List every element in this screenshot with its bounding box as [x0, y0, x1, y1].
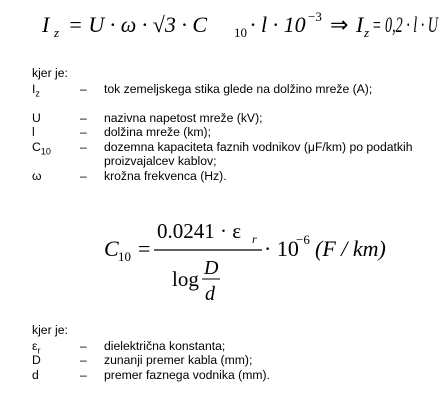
- eq1-lhs: I: [42, 12, 50, 37]
- dash: –: [80, 168, 87, 183]
- eq2-numerator: 0.0241 · ε: [157, 219, 242, 243]
- symbol: U: [32, 110, 41, 125]
- definition-row: [32, 168, 227, 184]
- definition-row: [32, 139, 413, 169]
- symbol: I: [32, 81, 36, 96]
- definition-row: [32, 110, 263, 126]
- dash: –: [80, 110, 87, 125]
- definitions-block-1: [32, 66, 413, 183]
- eq2-equals: =: [138, 236, 151, 261]
- definition-text: tok zemeljskega stika glede na dolžino mreže (A);: [104, 81, 373, 96]
- eq1-c-sub: 10: [234, 25, 247, 40]
- eq2-lhs-sub: 10: [118, 249, 131, 264]
- where-label: kjer je:: [32, 66, 68, 80]
- definition-text: zunanji premer kabla (mm);: [104, 353, 253, 367]
- eq1-rhs-expression: = U · ω · √3 · C: [68, 12, 208, 37]
- definition-row: [32, 81, 373, 111]
- dash: –: [80, 125, 87, 139]
- eq1-lhs-sub: z: [54, 25, 60, 40]
- eq2-lhs: C: [104, 236, 119, 261]
- eq2-inner-numerator: D: [204, 257, 219, 279]
- definitions-block-2: [32, 323, 270, 382]
- definition-row: [32, 367, 270, 383]
- symbol: ω: [32, 168, 42, 183]
- eq2-inner-denominator: d: [205, 283, 215, 305]
- eq2-log: log: [172, 267, 199, 291]
- symbol-sub: z: [35, 87, 40, 98]
- dash: –: [80, 367, 87, 382]
- definition-row: [32, 125, 212, 140]
- symbol: D: [32, 353, 41, 367]
- eq1-result-sub: z: [364, 25, 370, 40]
- dash: –: [80, 139, 87, 154]
- eq1-exp: −3: [308, 9, 322, 24]
- symbol: ε: [32, 338, 38, 353]
- eq1-implies-arrow: ⇒: [330, 12, 349, 37]
- definition-text: dozemna kapaciteta faznih vodnikov (μF/km) po podatkih proizvajalcev kablov;: [104, 139, 413, 168]
- eq1-tail: · l · 10: [250, 12, 306, 37]
- definition-text: dielektrična konstanta;: [104, 338, 226, 353]
- eq2-factor: · 10: [264, 236, 299, 261]
- symbol: d: [32, 367, 39, 382]
- eq2-exp: −6: [296, 232, 310, 247]
- eq2-numerator-sub: r: [252, 232, 257, 246]
- where-label: kjer je:: [32, 323, 68, 337]
- eq2-unit: (F / km): [315, 236, 386, 261]
- definition-text: krožna frekvenca (Hz).: [104, 168, 227, 183]
- equation-earth-fault-current: [0, 4, 440, 48]
- symbol-sub: r: [37, 344, 41, 355]
- dash: –: [80, 81, 87, 96]
- symbol: C: [32, 139, 41, 154]
- symbol: l: [32, 125, 35, 139]
- eq1-result-expression: = 0,2 · l · U: [372, 12, 440, 37]
- dash: –: [80, 338, 87, 353]
- definition-text: nazivna napetost mreže (kV);: [104, 110, 263, 125]
- equation-capacitance: [0, 200, 440, 310]
- definition-row: [32, 353, 253, 368]
- definition-text: premer faznega vodnika (mm).: [104, 367, 270, 382]
- dash: –: [80, 353, 87, 367]
- definition-text: dolžina mreže (km);: [104, 125, 212, 139]
- symbol-sub: 10: [40, 145, 51, 156]
- definition-row: [32, 338, 226, 355]
- eq1-result-lhs: I: [356, 12, 364, 37]
